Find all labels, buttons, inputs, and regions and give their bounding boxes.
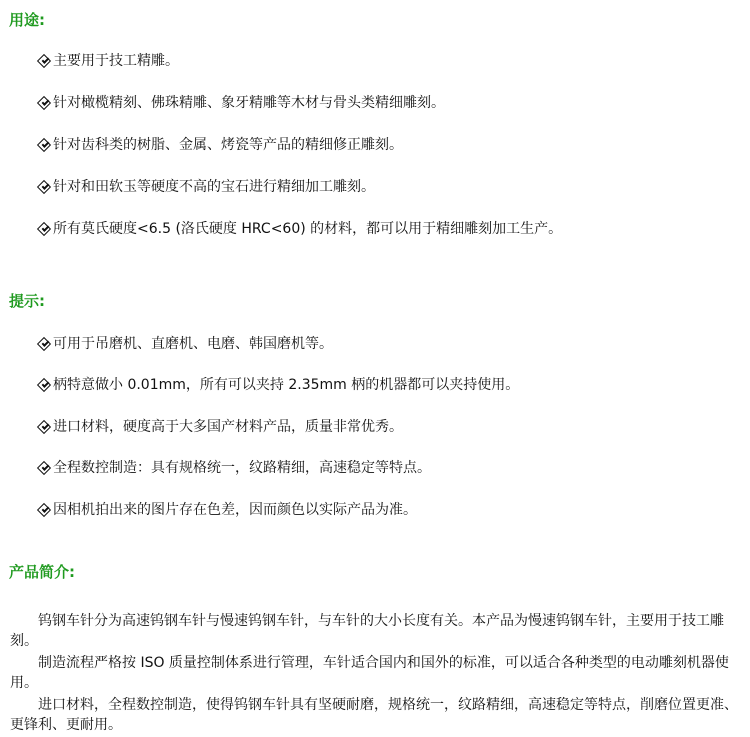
diamond-check-icon xyxy=(38,139,50,151)
diamond-check-icon xyxy=(38,55,50,67)
usage-item-text: 针对和田软玉等硬度不高的宝石进行精细加工雕刻。 xyxy=(53,179,375,195)
usage-item xyxy=(38,178,375,196)
intro-paragraph: 钨钢车针分为高速钨钢车针与慢速钨钢车针，与车针的大小长度有关。本产品为慢速钨钢车针，主要用于技工雕刻。 xyxy=(10,613,724,649)
usage-item-text: 所有莫氏硬度<6.5 (洛氏硬度 HRC<60) 的材料，都可以用于精细雕刻加工生产。 xyxy=(53,221,563,237)
tips-item-text: 柄特意做小 0.01mm，所有可以夹持 2.35mm 柄的机器都可以夹持使用。 xyxy=(53,377,520,393)
usage-item-text: 针对橄榄精刻、佛珠精雕、象牙精雕等木材与骨头类精细雕刻。 xyxy=(53,95,445,111)
usage-item xyxy=(38,220,562,238)
intro-paragraph: 制造流程严格按 ISO 质量控制体系进行管理，车针适合国内和国外的标准，可以适合各种类型的电动雕刻机器使用。 xyxy=(10,655,729,691)
diamond-check-icon xyxy=(38,462,50,474)
usage-heading: 用途: xyxy=(9,11,45,29)
tips-item xyxy=(38,376,519,394)
usage-item-text: 针对齿科类的树脂、金属、烤瓷等产品的精细修正雕刻。 xyxy=(53,137,403,153)
diamond-check-icon xyxy=(38,181,50,193)
usage-item xyxy=(38,94,445,112)
diamond-check-icon xyxy=(38,504,50,516)
diamond-check-icon xyxy=(38,421,50,433)
tips-item-text: 全程数控制造：具有规格统一，纹路精细，高速稳定等特点。 xyxy=(53,460,431,476)
tips-item-text: 因相机拍出来的图片存在色差，因而颜色以实际产品为准。 xyxy=(53,502,417,518)
intro-paragraph: 进口材料，全程数控制造，使得钨钢车针具有坚硬耐磨，规格统一，纹路精细，高速稳定等特点，削磨位置更准、更锋利、更耐用。 xyxy=(10,697,738,733)
tips-item xyxy=(38,418,403,436)
tips-item-text: 可用于吊磨机、直磨机、电磨、韩国磨机等。 xyxy=(53,336,333,352)
diamond-check-icon xyxy=(38,379,50,391)
tips-item xyxy=(38,335,333,353)
tips-item-text: 进口材料，硬度高于大多国产材料产品，质量非常优秀。 xyxy=(53,419,403,435)
usage-item xyxy=(38,136,403,154)
diamond-check-icon xyxy=(38,97,50,109)
tips-item xyxy=(38,459,431,477)
diamond-check-icon xyxy=(38,223,50,235)
diamond-check-icon xyxy=(38,338,50,350)
intro-heading: 产品简介: xyxy=(9,563,75,581)
usage-item-text: 主要用于技工精雕。 xyxy=(53,53,179,69)
tips-heading: 提示: xyxy=(9,292,45,310)
usage-item xyxy=(38,52,179,70)
tips-item xyxy=(38,501,417,519)
